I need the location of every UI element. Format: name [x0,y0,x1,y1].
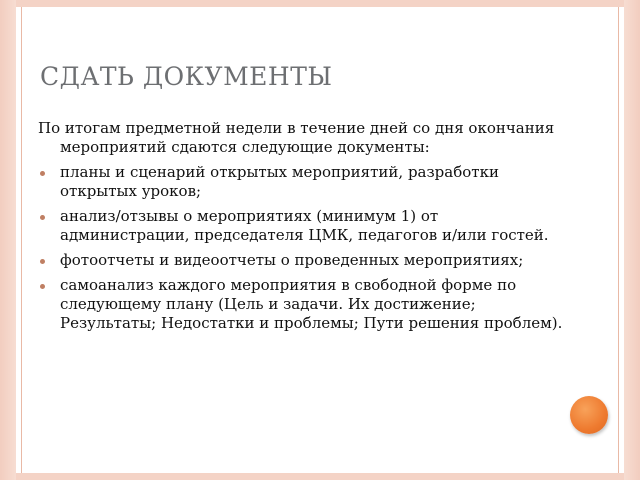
slide-title: СДАТЬ ДОКУМЕНТЫ [40,62,333,91]
bullet-item [38,276,568,333]
bullet-dot-icon [40,284,45,289]
bullet-item [38,163,568,201]
intro-paragraph: По итогам предметной недели в течение дней со дня окончания мероприятий сдаются следующие документы: [38,119,555,156]
slide-frame-bottom [0,473,640,480]
slide-frame-left [0,0,16,480]
bullet-item [38,251,568,270]
bullet-text: планы и сценарий открытых мероприятий, разработки открытых уроков; [60,163,499,200]
frame-inner-line-left [21,7,22,473]
slide-frame-right [624,0,640,480]
frame-inner-line-right [618,7,619,473]
bullet-dot-icon [40,171,45,176]
bullet-text: самоанализ каждого мероприятия в свободной форме по следующему плану (Цель и задачи. Их достижение; Результаты; Недостатки и проблемы; Пути решения проблем). [60,276,563,332]
slide-frame-top [0,0,640,7]
bullet-dot-icon [40,215,45,220]
bullet-dot-icon [40,259,45,264]
bullet-list [38,163,568,333]
orange-circle-decoration [570,396,608,434]
bullet-text: анализ/отзывы о мероприятиях (минимум 1) от администрации, председателя ЦМК, педагогов и/или гостей. [60,207,549,244]
bullet-item [38,207,568,245]
slide-content [38,119,568,339]
bullet-text: фотоотчеты и видеоотчеты о проведенных мероприятиях; [60,251,524,269]
